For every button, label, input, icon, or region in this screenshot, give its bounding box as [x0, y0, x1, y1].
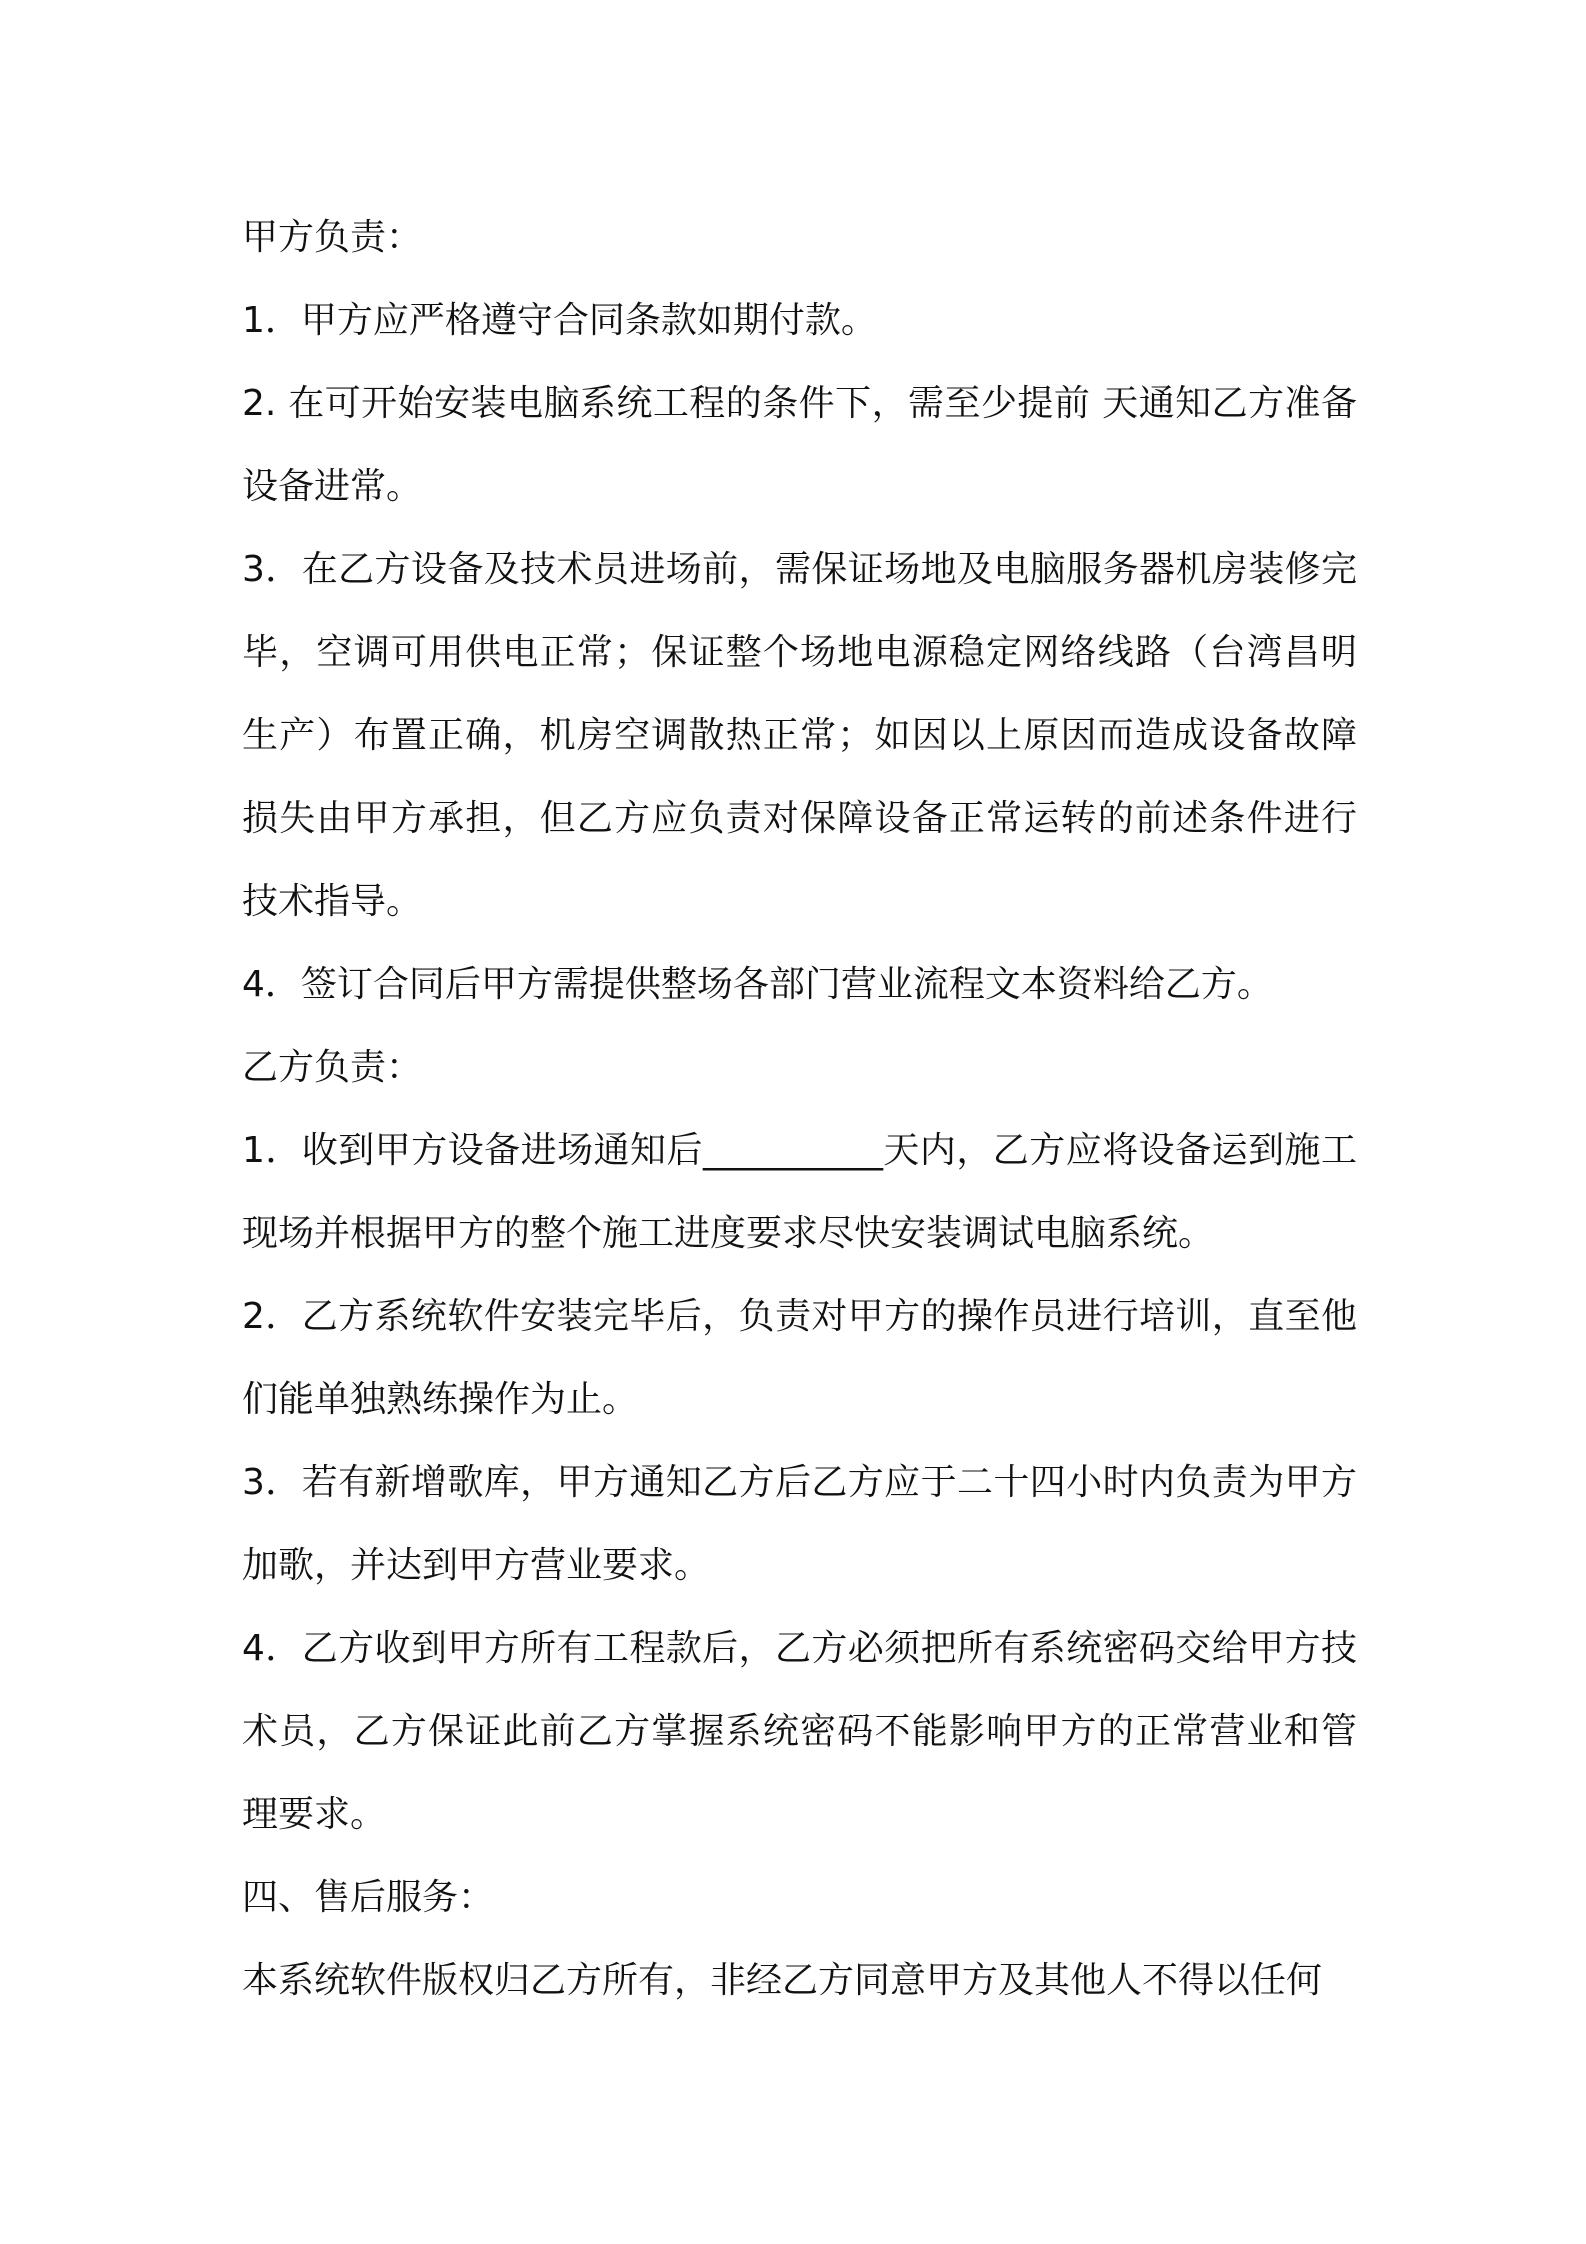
document-body [242, 196, 1357, 2022]
party-b-clause-2: 2．乙方系统软件安装完毕后，负责对甲方的操作员进行培训，直至他们能单独熟练操作为止。 [242, 1296, 1357, 1420]
party-b-clause-3: 3．若有新增歌库，甲方通知乙方后乙方应于二十四小时内负责为甲方加歌，并达到甲方营业要求。 [242, 1462, 1357, 1586]
heading-party-b-responsibilities: 乙方负责： [242, 1047, 423, 1088]
party-a-clause-3: 3．在乙方设备及技术员进场前，需保证场地及电脑服务器机房装修完毕，空调可用供电正常；保证整个场地电源稳定网络线路（台湾昌明生产）布置正确，机房空调散热正常；如因以上原因而造成设备故障损失由甲方承担，但乙方应负责对保障设备正常运转的前述条件进行技术指导。 [242, 549, 1357, 922]
party-a-clause-1: 1．甲方应严格遵守合同条款如期付款。 [242, 300, 877, 341]
section-heading-after-sales-service: 四、售后服务： [242, 1877, 495, 1918]
heading-party-a-responsibilities: 甲方负责： [242, 217, 423, 258]
party-a-clause-4: 4．签订合同后甲方需提供整场各部门营业流程文本资料给乙方。 [242, 964, 1273, 1005]
party-b-clause-4: 4．乙方收到甲方所有工程款后，乙方必须把所有系统密码交给甲方技术员，乙方保证此前乙方掌握系统密码不能影响甲方的正常营业和管理要求。 [242, 1628, 1357, 1835]
party-b-clause-1: 1．收到甲方设备进场通知后__________天内，乙方应将设备运到施工现场并根据甲方的整个施工进度要求尽快安装调试电脑系统。 [242, 1130, 1357, 1254]
after-sales-paragraph: 本系统软件版权归乙方所有，非经乙方同意甲方及其他人不得以任何 [242, 1960, 1323, 2001]
party-a-clause-2: 2. 在可开始安装电脑系统工程的条件下，需至少提前 天通知乙方准备设备进常。 [242, 383, 1357, 507]
